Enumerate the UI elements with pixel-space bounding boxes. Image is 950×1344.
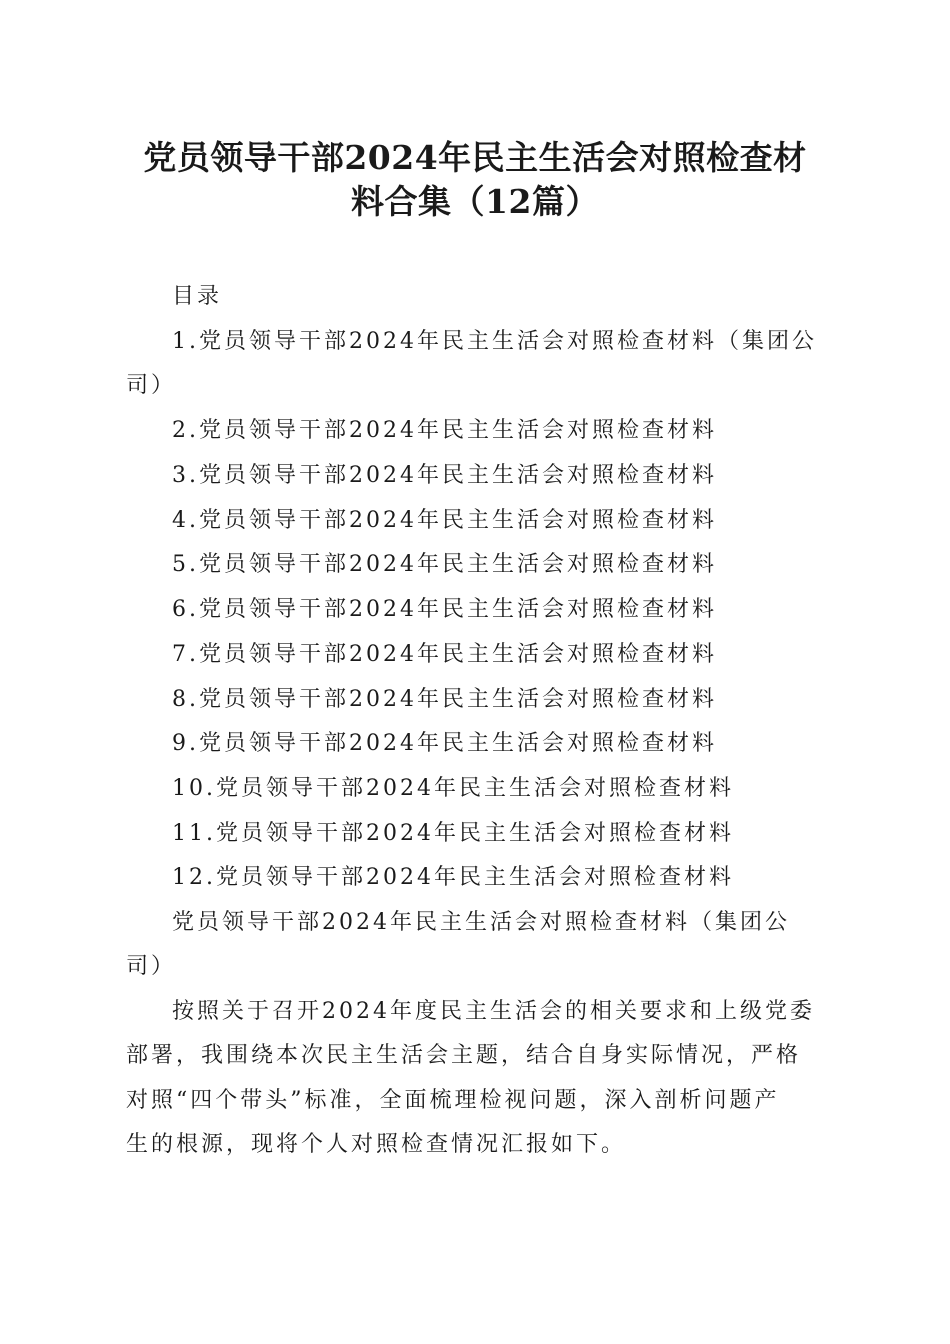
toc-item: 7.党员领导干部2024年民主生活会对照检查材料 bbox=[172, 642, 717, 667]
toc-item-1-line-2: 司） bbox=[126, 373, 177, 398]
toc-heading: 目录 bbox=[172, 284, 223, 309]
paragraph-line: 生的根源，现将个人对照检查情况汇报如下。 bbox=[126, 1132, 627, 1157]
title-line-1: 党员领导干部2024年民主生活会对照检查材 bbox=[143, 138, 807, 177]
toc-item-1-line-1: 1.党员领导干部2024年民主生活会对照检查材料（集团公 bbox=[172, 329, 817, 354]
toc-item: 3.党员领导干部2024年民主生活会对照检查材料 bbox=[172, 463, 717, 488]
document-title bbox=[110, 136, 840, 224]
toc-item: 11.党员领导干部2024年民主生活会对照检查材料 bbox=[172, 821, 734, 846]
toc-item: 2.党员领导干部2024年民主生活会对照检查材料 bbox=[172, 418, 717, 443]
section-title-line-2: 司） bbox=[126, 954, 177, 979]
paragraph-line: 按照关于召开2024年度民主生活会的相关要求和上级党委 bbox=[172, 999, 815, 1024]
toc-item: 10.党员领导干部2024年民主生活会对照检查材料 bbox=[172, 776, 734, 801]
paragraph-line: 对照“四个带头”标准，全面梳理检视问题，深入剖析问题产 bbox=[126, 1088, 780, 1113]
toc-item: 8.党员领导干部2024年民主生活会对照检查材料 bbox=[172, 687, 717, 712]
title-line-2: 料合集（12篇） bbox=[351, 182, 599, 221]
toc-item: 12.党员领导干部2024年民主生活会对照检查材料 bbox=[172, 865, 734, 890]
toc-item: 5.党员领导干部2024年民主生活会对照检查材料 bbox=[172, 552, 717, 577]
section-title-line-1: 党员领导干部2024年民主生活会对照检查材料（集团公 bbox=[172, 910, 790, 935]
paragraph-line: 部署，我围绕本次民主生活会主题，结合自身实际情况，严格 bbox=[126, 1043, 802, 1068]
toc-item: 9.党员领导干部2024年民主生活会对照检查材料 bbox=[172, 731, 717, 756]
toc-item: 6.党员领导干部2024年民主生活会对照检查材料 bbox=[172, 597, 717, 622]
toc-item: 4.党员领导干部2024年民主生活会对照检查材料 bbox=[172, 508, 717, 533]
